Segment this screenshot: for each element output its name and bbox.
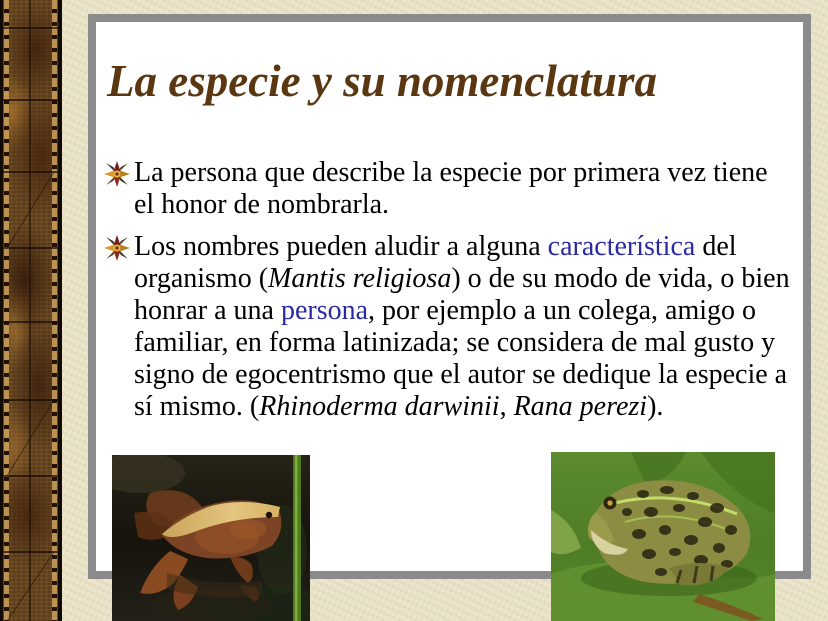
text-segment: ) o de su modo de vida, o bien honrar a una (134, 263, 790, 327)
bullet-text (134, 157, 794, 221)
text-segment: La persona que describe la especie por primera vez tiene el honor de nombrarla. (134, 157, 768, 221)
text-segment: Rana perezi (513, 391, 648, 423)
text-segment: ). (647, 391, 664, 423)
slide-title: La especie y su nomenclatura (107, 56, 657, 106)
perez-frog-photo (551, 452, 775, 621)
text-segment: , por ejemplo a un colega, amigo o familiar, en forma latinizada; se considera de mal gusto y signo de egocentrismo que el autor se dedique la especie a sí mismo. ( (134, 295, 788, 423)
decorative-border-strip (0, 0, 62, 621)
text-segment: , (499, 391, 514, 423)
strip-grid-lines-icon (3, 0, 58, 621)
bullet-item-1 (104, 157, 794, 221)
text-segment: Mantis religiosa (268, 263, 452, 295)
star-bullet-icon (104, 161, 130, 187)
text-segment: del organismo ( (134, 231, 737, 295)
text-segment: persona (280, 295, 369, 327)
darwins-frog-photo (112, 455, 310, 621)
bullet-text (134, 231, 794, 423)
text-segment: Los nombres pueden aludir a alguna (134, 231, 548, 263)
bullet-item-2 (104, 231, 794, 423)
star-bullet-icon (104, 235, 130, 261)
bullet-list (104, 157, 794, 433)
text-segment: Rhinoderma darwinii (259, 391, 500, 423)
text-segment: característica (547, 231, 696, 263)
